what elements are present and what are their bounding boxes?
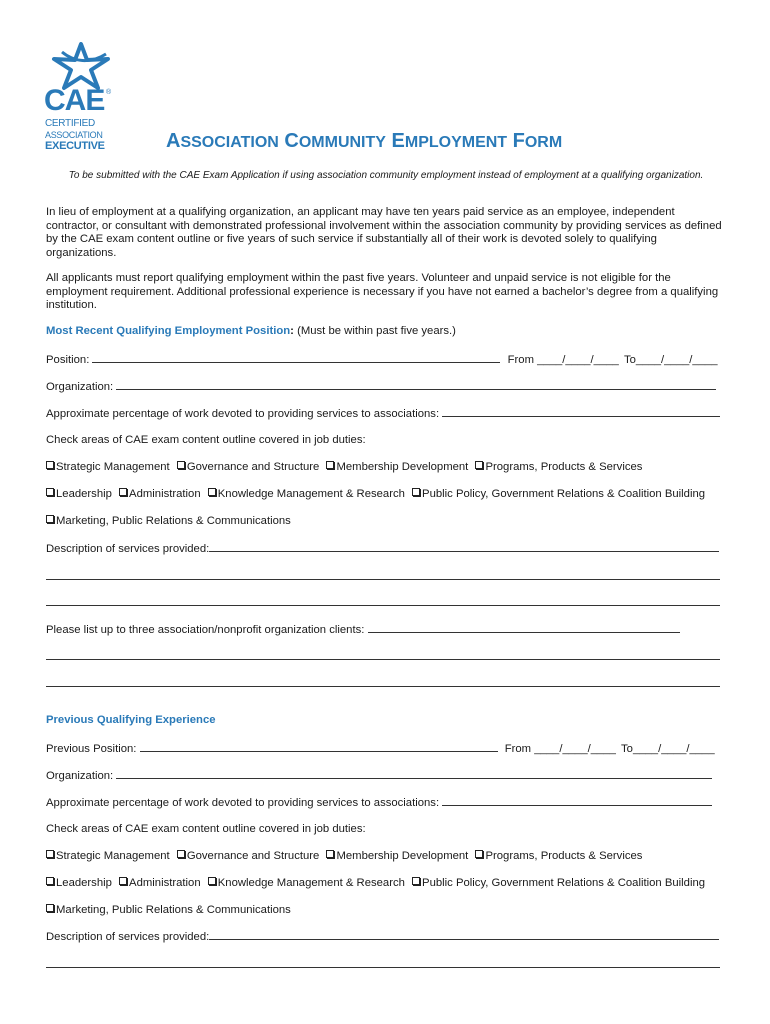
- previous-organization-row: Organization:: [46, 768, 712, 783]
- recent-area-leadership[interactable]: Leadership: [46, 488, 112, 500]
- recent-areas-row-3: [46, 514, 295, 528]
- previous-area-leadership[interactable]: Leadership: [46, 877, 112, 889]
- recent-area-strategic[interactable]: Strategic Management: [46, 461, 170, 473]
- logo-cae-text: CAE: [44, 84, 105, 117]
- recent-from-date-field[interactable]: ____/____/____: [537, 354, 619, 366]
- recent-position-row: Position: From ____/____/____ To____/____/____: [46, 354, 718, 366]
- checkbox-icon[interactable]: [46, 850, 54, 858]
- recent-area-governance[interactable]: Governance and Structure: [177, 461, 320, 473]
- recent-section-heading: Most Recent Qualifying Employment Position: (Must be within past five years.): [46, 325, 456, 337]
- previous-areas-row-3: [46, 903, 295, 917]
- checkbox-icon[interactable]: [177, 850, 185, 858]
- checkbox-icon[interactable]: [46, 515, 54, 523]
- previous-area-marketing[interactable]: Marketing, Public Relations & Communications: [46, 904, 291, 916]
- checkbox-icon[interactable]: [326, 461, 334, 469]
- previous-area-administration[interactable]: Administration: [119, 877, 201, 889]
- previous-area-knowledge[interactable]: Knowledge Management & Research: [208, 877, 405, 889]
- cae-logo: [40, 42, 120, 154]
- recent-position-field[interactable]: [92, 352, 500, 363]
- previous-area-programs[interactable]: Programs, Products & Services: [475, 850, 642, 862]
- previous-percentage-row: Approximate percentage of work devoted to providing services to associations:: [46, 795, 712, 810]
- previous-organization-field[interactable]: [116, 768, 712, 779]
- logo-executive: EXECUTIVE: [45, 140, 105, 152]
- previous-check-label: Check areas of CAE exam content outline covered in job duties:: [46, 823, 366, 835]
- form-subtitle: To be submitted with the CAE Exam Application if using association community employment instead of employment at a qualifying organization.: [68, 170, 704, 181]
- recent-to-date-field[interactable]: ____/____/____: [635, 354, 718, 366]
- previous-position-row: Previous Position: From ____/____/____ To____/____/____: [46, 743, 715, 755]
- recent-areas-row-1: [46, 460, 646, 474]
- checkbox-icon[interactable]: [119, 488, 127, 496]
- recent-percentage-row: Approximate percentage of work devoted to providing services to associations:: [46, 406, 720, 421]
- paragraph-requirements: All applicants must report qualifying employment within the past five years. Volunteer and unpaid service is not eligible for the employment requirement. Additional professional experience is necessary if you have not earned a bachelor’s degree from a qualifying institution.: [46, 272, 719, 312]
- checkbox-icon[interactable]: [46, 877, 54, 885]
- page-title: ASSOCIATION COMMUNITY EMPLOYMENT FORM: [166, 130, 563, 152]
- recent-clients-row: Please list up to three association/nonprofit organization clients:: [46, 622, 680, 637]
- checkbox-icon[interactable]: [326, 850, 334, 858]
- previous-description-field[interactable]: [209, 929, 719, 940]
- checkbox-icon[interactable]: [208, 488, 216, 496]
- paragraph-eligibility: In lieu of employment at a qualifying organization, an applicant may have ten years paid service as an employee, independent contractor, or consultant with demonstrated professional involvement within the association community by providing services as defined by the CAE exam content outline or five years of such service if substantially all of their work is devoted solely to qualifying organizations.: [46, 206, 722, 259]
- checkbox-icon[interactable]: [177, 461, 185, 469]
- previous-areas-row-1: [46, 849, 646, 863]
- previous-position-field[interactable]: [140, 741, 498, 752]
- previous-description-row: Description of services provided:: [46, 929, 719, 944]
- recent-clients-line-2[interactable]: [46, 659, 720, 660]
- checkbox-icon[interactable]: [412, 488, 420, 496]
- logo-certified: CERTIFIED: [45, 118, 95, 129]
- recent-area-administration[interactable]: Administration: [119, 488, 201, 500]
- checkbox-icon[interactable]: [475, 461, 483, 469]
- recent-description-line-3[interactable]: [46, 605, 720, 606]
- checkbox-icon[interactable]: [208, 877, 216, 885]
- logo-association: ASSOCIATION: [45, 130, 103, 140]
- previous-area-governance[interactable]: Governance and Structure: [177, 850, 320, 862]
- checkbox-icon[interactable]: [412, 877, 420, 885]
- recent-area-programs[interactable]: Programs, Products & Services: [475, 461, 642, 473]
- logo-registered-mark: ®: [106, 89, 112, 96]
- previous-area-strategic[interactable]: Strategic Management: [46, 850, 170, 862]
- recent-area-marketing[interactable]: Marketing, Public Relations & Communications: [46, 515, 291, 527]
- previous-section-heading: Previous Qualifying Experience: [46, 714, 216, 726]
- previous-percentage-field[interactable]: [442, 795, 712, 806]
- recent-clients-field[interactable]: [368, 622, 680, 633]
- recent-area-knowledge[interactable]: Knowledge Management & Research: [208, 488, 405, 500]
- checkbox-icon[interactable]: [46, 461, 54, 469]
- previous-area-membership[interactable]: Membership Development: [326, 850, 468, 862]
- recent-organization-field[interactable]: [116, 379, 716, 390]
- recent-check-label: Check areas of CAE exam content outline covered in job duties:: [46, 434, 366, 446]
- previous-description-line-2[interactable]: [46, 967, 720, 968]
- recent-area-policy[interactable]: Public Policy, Government Relations & Coalition Building: [412, 488, 705, 500]
- recent-areas-row-2: [46, 487, 709, 501]
- previous-area-policy[interactable]: Public Policy, Government Relations & Coalition Building: [412, 877, 705, 889]
- recent-description-line-2[interactable]: [46, 579, 720, 580]
- checkbox-icon[interactable]: [119, 877, 127, 885]
- previous-to-date-field[interactable]: ____/____/____: [632, 743, 715, 755]
- checkbox-icon[interactable]: [46, 904, 54, 912]
- previous-areas-row-2: [46, 876, 709, 890]
- recent-description-field[interactable]: [209, 541, 719, 552]
- recent-area-membership[interactable]: Membership Development: [326, 461, 468, 473]
- recent-description-row: Description of services provided:: [46, 541, 719, 556]
- recent-organization-row: Organization:: [46, 379, 716, 394]
- previous-from-date-field[interactable]: ____/____/____: [534, 743, 616, 755]
- checkbox-icon[interactable]: [475, 850, 483, 858]
- recent-clients-line-3[interactable]: [46, 686, 720, 687]
- recent-percentage-field[interactable]: [442, 406, 720, 417]
- checkbox-icon[interactable]: [46, 488, 54, 496]
